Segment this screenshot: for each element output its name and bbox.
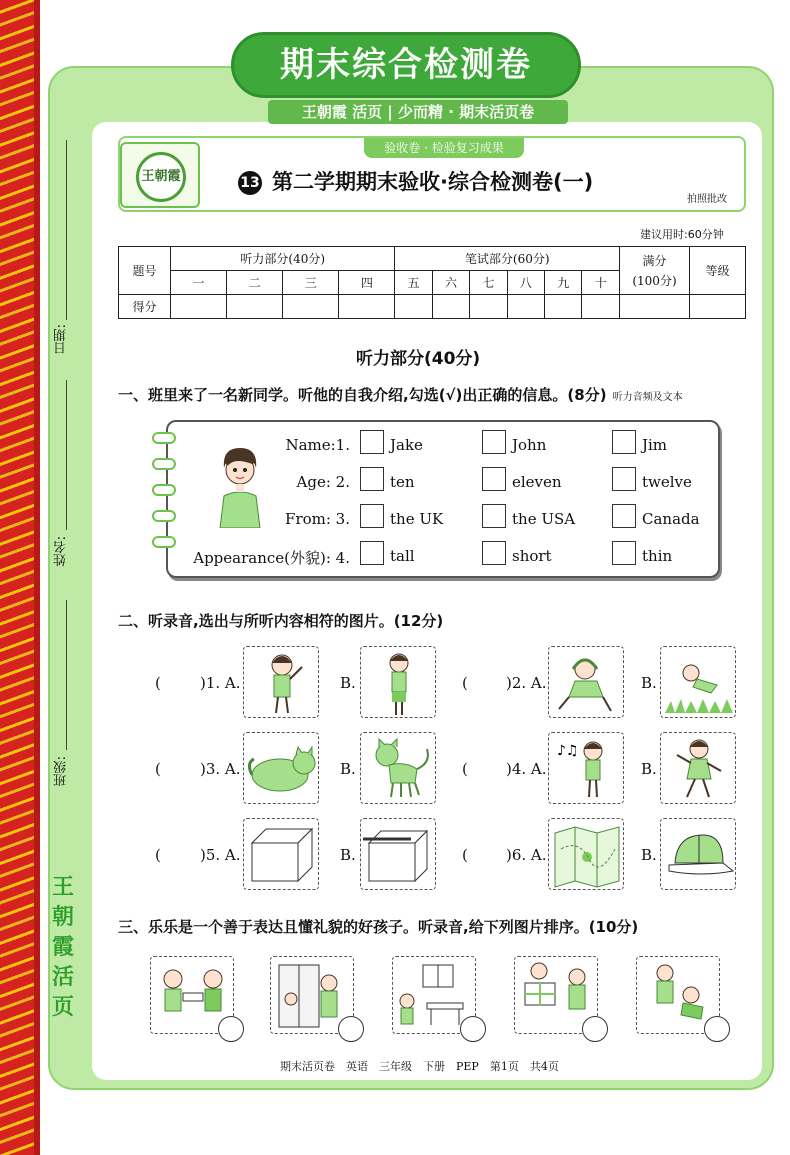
name-line bbox=[66, 380, 67, 530]
q-number: 七 bbox=[470, 271, 507, 295]
girl-waving-picture bbox=[243, 646, 319, 718]
item-number: )5. A. bbox=[200, 846, 241, 864]
boy-in-grass-picture bbox=[660, 646, 736, 718]
score-cell[interactable] bbox=[432, 295, 469, 319]
full-marks-value: (100分) bbox=[632, 273, 677, 288]
option-text: tall bbox=[390, 547, 415, 565]
boy-illustration bbox=[214, 444, 266, 528]
q1-row-label: From: 3. bbox=[285, 510, 350, 528]
item-number: )1. A. bbox=[200, 674, 241, 692]
brand-char: 页 bbox=[51, 994, 74, 1020]
col-question: 题号 bbox=[119, 247, 171, 295]
cap-picture bbox=[660, 818, 736, 890]
answer-checkbox[interactable] bbox=[612, 430, 636, 454]
answer-checkbox[interactable] bbox=[482, 467, 506, 491]
answer-checkbox[interactable] bbox=[612, 541, 636, 565]
brand-bar: 王朝霞 活页 | 少而精 · 期末活页卷 bbox=[268, 100, 568, 124]
brand-char: 活 bbox=[51, 964, 74, 990]
girl-standing-picture bbox=[360, 646, 436, 718]
q-number: 四 bbox=[339, 271, 395, 295]
q1-title-text: 一、班里来了一名新同学。听他的自我介绍,勾选(√)出正确的信息。(8分) bbox=[118, 386, 607, 404]
q1-note: 听力音频及文本 bbox=[612, 392, 683, 403]
score-table bbox=[118, 246, 746, 319]
option-text: twelve bbox=[642, 473, 692, 491]
answer-paren-open[interactable]: ( bbox=[462, 846, 468, 864]
option-text: John bbox=[512, 436, 547, 454]
q1-row-label: Appearance(外貌): 4. bbox=[193, 549, 350, 567]
map-picture bbox=[548, 818, 624, 890]
q-number: 六 bbox=[432, 271, 469, 295]
answer-checkbox[interactable] bbox=[360, 504, 384, 528]
score-cell[interactable] bbox=[339, 295, 395, 319]
answer-checkbox[interactable] bbox=[360, 467, 384, 491]
answer-checkbox[interactable] bbox=[612, 467, 636, 491]
option-b-label: B. bbox=[641, 674, 657, 692]
q3-title: 三、乐乐是一个善于表达且懂礼貌的好孩子。听录音,给下列图片排序。(10分) bbox=[118, 918, 639, 936]
q-number: 二 bbox=[227, 271, 283, 295]
q-number: 九 bbox=[545, 271, 582, 295]
answer-checkbox[interactable] bbox=[360, 430, 384, 454]
q1-row-label: Age: 2. bbox=[296, 473, 350, 491]
item-number: )6. A. bbox=[506, 846, 547, 864]
order-answer-circle[interactable] bbox=[582, 1016, 608, 1042]
brand-char: 王 bbox=[51, 874, 74, 900]
listening-section-title: 听力部分(40分) bbox=[356, 349, 481, 369]
exam-title bbox=[238, 166, 593, 196]
answer-paren-open[interactable]: ( bbox=[462, 760, 468, 778]
order-answer-circle[interactable] bbox=[460, 1016, 486, 1042]
item-number: )2. A. bbox=[506, 674, 547, 692]
option-text: the USA bbox=[512, 510, 576, 528]
answer-checkbox[interactable] bbox=[482, 430, 506, 454]
option-text: Jim bbox=[642, 436, 668, 454]
brand-char: 霞 bbox=[51, 934, 74, 960]
answer-paren-open[interactable]: ( bbox=[155, 760, 161, 778]
q-number: 五 bbox=[395, 271, 432, 295]
listening-group: 听力部分(40分) bbox=[171, 247, 395, 271]
logo-text: 王朝霞 bbox=[136, 152, 186, 202]
writing-group: 笔试部分(60分) bbox=[395, 247, 620, 271]
fat-cat-picture bbox=[243, 732, 319, 804]
date-line bbox=[66, 140, 67, 320]
answer-checkbox[interactable] bbox=[360, 541, 384, 565]
option-text: eleven bbox=[512, 473, 562, 491]
full-marks bbox=[620, 247, 690, 295]
score-cell[interactable] bbox=[171, 295, 227, 319]
option-text: Canada bbox=[642, 510, 700, 528]
answer-checkbox[interactable] bbox=[482, 504, 506, 528]
option-text: Jake bbox=[390, 436, 423, 454]
q-number: 十 bbox=[582, 271, 620, 295]
thin-cat-picture bbox=[360, 732, 436, 804]
exam-title-text: 第二学期期末验收·综合检测卷(一) bbox=[272, 170, 594, 194]
score-cell[interactable] bbox=[283, 295, 339, 319]
coil-icon bbox=[152, 458, 176, 470]
grade: 等级 bbox=[690, 247, 746, 295]
coil-icon bbox=[152, 484, 176, 496]
girl-singing-picture bbox=[548, 732, 624, 804]
sub-tag: 验收卷 · 检验复习成果 bbox=[364, 138, 524, 158]
option-b-label: B. bbox=[340, 846, 356, 864]
q-number: 三 bbox=[283, 271, 339, 295]
row-score-label: 得分 bbox=[119, 295, 171, 319]
score-cell[interactable] bbox=[470, 295, 507, 319]
option-text: ten bbox=[390, 473, 415, 491]
order-answer-circle[interactable] bbox=[218, 1016, 244, 1042]
order-answer-circle[interactable] bbox=[704, 1016, 730, 1042]
closed-box-picture bbox=[243, 818, 319, 890]
item-number: )3. A. bbox=[200, 760, 241, 778]
coil-icon bbox=[152, 510, 176, 522]
date-label: 日期: bbox=[54, 324, 69, 355]
option-text: short bbox=[512, 547, 552, 565]
grading-note: 拍照批改 bbox=[687, 194, 727, 205]
brand-logo bbox=[120, 142, 200, 208]
exam-number: 13 bbox=[238, 171, 262, 195]
q-number: 八 bbox=[507, 271, 544, 295]
girl-dancing-picture bbox=[660, 732, 736, 804]
score-cell[interactable] bbox=[620, 295, 690, 319]
girl-with-headphones-picture bbox=[548, 646, 624, 718]
open-box-picture bbox=[360, 818, 436, 890]
score-cell[interactable] bbox=[227, 295, 283, 319]
coil-icon bbox=[152, 536, 176, 548]
option-b-label: B. bbox=[641, 760, 657, 778]
answer-paren-open[interactable]: ( bbox=[155, 674, 161, 692]
brand-char: 朝 bbox=[51, 904, 74, 930]
name-label: 姓名: bbox=[54, 536, 69, 567]
full-marks-label: 满分 bbox=[642, 253, 667, 268]
answer-checkbox[interactable] bbox=[612, 504, 636, 528]
item-number: )4. A. bbox=[506, 760, 547, 778]
option-b-label: B. bbox=[641, 846, 657, 864]
score-cell[interactable] bbox=[507, 295, 544, 319]
q1-row-label: Name:1. bbox=[285, 436, 350, 454]
q1-title bbox=[118, 384, 683, 405]
score-cell[interactable] bbox=[545, 295, 582, 319]
option-b-label: B. bbox=[340, 674, 356, 692]
q2-title: 二、听录音,选出与所听内容相符的图片。(12分) bbox=[118, 612, 444, 630]
decorative-ribbon bbox=[0, 0, 40, 1155]
q-number: 一 bbox=[171, 271, 227, 295]
score-cell[interactable] bbox=[395, 295, 432, 319]
banner-title: 期末综合检测卷 bbox=[231, 32, 581, 98]
brand-vertical bbox=[50, 872, 76, 1022]
answer-paren-open[interactable]: ( bbox=[462, 674, 468, 692]
coil-icon bbox=[152, 432, 176, 444]
svg-text:♪♫: ♪♫ bbox=[557, 743, 579, 759]
class-label: 班级: bbox=[54, 756, 69, 787]
answer-checkbox[interactable] bbox=[482, 541, 506, 565]
suggested-time: 建议用时:60分钟 bbox=[640, 228, 724, 241]
order-answer-circle[interactable] bbox=[338, 1016, 364, 1042]
answer-paren-open[interactable]: ( bbox=[155, 846, 161, 864]
option-text: thin bbox=[642, 547, 673, 565]
score-cell[interactable] bbox=[690, 295, 746, 319]
page-footer: 期末活页卷 英语 三年级 下册 PEP 第1页 共4页 bbox=[280, 1060, 559, 1073]
option-text: the UK bbox=[390, 510, 444, 528]
score-cell[interactable] bbox=[582, 295, 620, 319]
option-b-label: B. bbox=[340, 760, 356, 778]
class-line bbox=[66, 600, 67, 750]
